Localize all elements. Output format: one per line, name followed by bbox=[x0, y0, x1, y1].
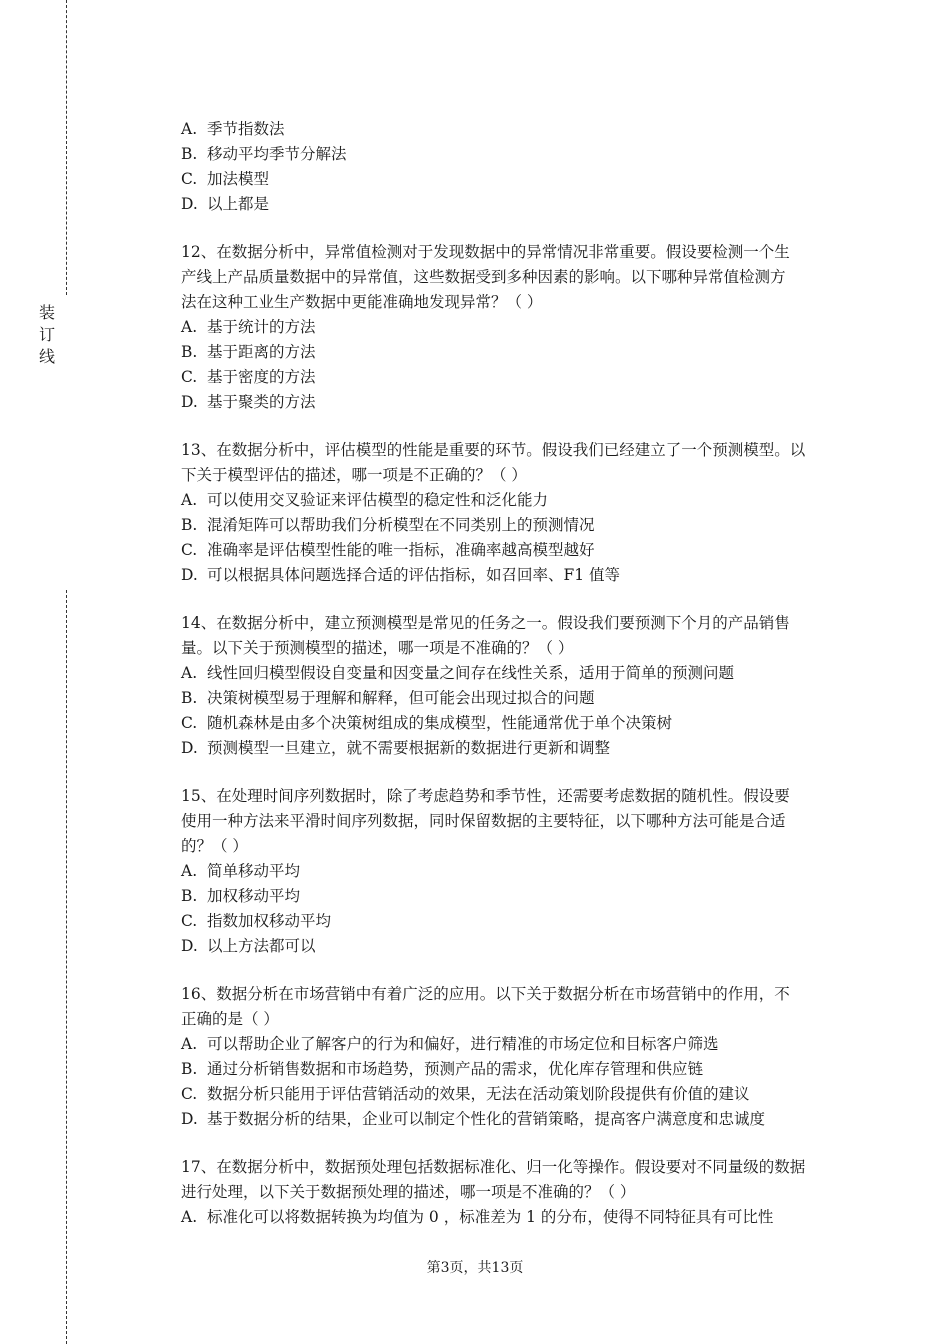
option bbox=[181, 884, 838, 909]
binding-label bbox=[38, 302, 56, 368]
question-stem: 15、在处理时间序列数据时，除了考虑趋势和季节性，还需要考虑数据的随机性。假设要 bbox=[181, 787, 790, 805]
prev-question-options bbox=[181, 117, 838, 217]
binding-char: 装 bbox=[38, 303, 55, 322]
option-text: 基于数据分析的结果，企业可以制定个性化的营销策略，提高客户满意度和忠诚度 bbox=[207, 1110, 766, 1128]
question-13 bbox=[181, 438, 838, 588]
option bbox=[181, 365, 838, 390]
option bbox=[181, 167, 838, 192]
option bbox=[181, 1032, 838, 1057]
option-letter: D. bbox=[181, 739, 198, 757]
question-stem: 13、在数据分析中，评估模型的性能是重要的环节。假设我们已经建立了一个预测模型。以 bbox=[181, 441, 806, 459]
question-15 bbox=[181, 784, 838, 959]
question-stem: 16、数据分析在市场营销中有着广泛的应用。以下关于数据分析在市场营销中的作用，不 bbox=[181, 985, 790, 1003]
option-letter: A. bbox=[181, 664, 198, 682]
question-stem: 法在这种工业生产数据中更能准确地发现异常？（ ） bbox=[181, 293, 543, 311]
question-stem: 下关于模型评估的描述，哪一项是不正确的？（ ） bbox=[181, 466, 527, 484]
binding-char: 订 bbox=[38, 325, 55, 344]
question-stem: 进行处理，以下关于数据预处理的描述，哪一项是不准确的？（ ） bbox=[181, 1183, 636, 1201]
question-stem: 正确的是（ ） bbox=[181, 1010, 279, 1028]
option-letter: A. bbox=[181, 862, 198, 880]
option-letter: D. bbox=[181, 566, 198, 584]
option-text: 简单移动平均 bbox=[207, 862, 301, 880]
option-text: 以上方法都可以 bbox=[207, 937, 316, 955]
option-letter: A. bbox=[181, 1208, 198, 1226]
binding-line-top bbox=[66, 0, 67, 295]
option-text: 基于统计的方法 bbox=[207, 318, 316, 336]
option-letter: D. bbox=[181, 1110, 198, 1128]
question-16 bbox=[181, 982, 838, 1132]
option-text: 加权移动平均 bbox=[207, 887, 301, 905]
option bbox=[181, 859, 838, 884]
option bbox=[181, 117, 838, 142]
option-letter: C. bbox=[181, 1085, 198, 1103]
option-letter: C. bbox=[181, 714, 198, 732]
option-letter: C. bbox=[181, 170, 198, 188]
option-text: 可以根据具体问题选择合适的评估指标，如召回率、F1 值等 bbox=[207, 566, 621, 584]
question-17 bbox=[181, 1155, 838, 1230]
option bbox=[181, 909, 838, 934]
option bbox=[181, 736, 838, 761]
option-text: 指数加权移动平均 bbox=[207, 912, 332, 930]
option-letter: A. bbox=[181, 491, 198, 509]
option-letter: D. bbox=[181, 937, 198, 955]
option-text: 数据分析只能用于评估营销活动的效果，无法在活动策划阶段提供有价值的建议 bbox=[207, 1085, 750, 1103]
option-letter: B. bbox=[181, 689, 198, 707]
option-letter: D. bbox=[181, 195, 198, 213]
question-stem: 产线上产品质量数据中的异常值，这些数据受到多种因素的影响。以下哪种异常值检测方 bbox=[181, 268, 786, 286]
option bbox=[181, 315, 838, 340]
option bbox=[181, 142, 838, 167]
question-stem: 使用一种方法来平滑时间序列数据，同时保留数据的主要特征，以下哪种方法可能是合适 bbox=[181, 812, 786, 830]
option-letter: D. bbox=[181, 393, 198, 411]
page-footer: 第3页，共13页 bbox=[426, 1260, 524, 1276]
option-text: 线性回归模型假设自变量和因变量之间存在线性关系，适用于简单的预测问题 bbox=[207, 664, 735, 682]
option-letter: A. bbox=[181, 120, 198, 138]
question-stem: 12、在数据分析中，异常值检测对于发现数据中的异常情况非常重要。假设要检测一个生 bbox=[181, 243, 790, 261]
option bbox=[181, 192, 838, 217]
option bbox=[181, 686, 838, 711]
option-letter: B. bbox=[181, 343, 198, 361]
option-letter: C. bbox=[181, 912, 198, 930]
option-text: 以上都是 bbox=[207, 195, 270, 213]
option bbox=[181, 661, 838, 686]
option-text: 通过分析销售数据和市场趋势，预测产品的需求，优化库存管理和供应链 bbox=[207, 1060, 704, 1078]
option-letter: B. bbox=[181, 516, 198, 534]
option bbox=[181, 390, 838, 415]
option bbox=[181, 934, 838, 959]
option bbox=[181, 563, 838, 588]
option-letter: A. bbox=[181, 1035, 198, 1053]
option-text: 基于聚类的方法 bbox=[207, 393, 316, 411]
option-text: 加法模型 bbox=[207, 170, 270, 188]
option-text: 预测模型一旦建立，就不需要根据新的数据进行更新和调整 bbox=[207, 739, 611, 757]
option bbox=[181, 488, 838, 513]
page-content bbox=[181, 117, 838, 1230]
option-text: 季节指数法 bbox=[207, 120, 285, 138]
option bbox=[181, 1082, 838, 1107]
option-letter: B. bbox=[181, 887, 198, 905]
option-text: 混淆矩阵可以帮助我们分析模型在不同类别上的预测情况 bbox=[207, 516, 595, 534]
option bbox=[181, 340, 838, 365]
option bbox=[181, 1205, 838, 1230]
option bbox=[181, 513, 838, 538]
question-12 bbox=[181, 240, 838, 415]
option bbox=[181, 1107, 838, 1132]
option-letter: B. bbox=[181, 1060, 198, 1078]
option-text: 随机森林是由多个决策树组成的集成模型，性能通常优于单个决策树 bbox=[207, 714, 673, 732]
binding-char: 线 bbox=[38, 347, 55, 366]
option-text: 准确率是评估模型性能的唯一指标，准确率越高模型越好 bbox=[207, 541, 595, 559]
option-text: 标准化可以将数据转换为均值为 0 ，标准差为 1 的分布，使得不同特征具有可比性 bbox=[207, 1208, 774, 1226]
question-stem: 量。以下关于预测模型的描述，哪一项是不准确的？（ ） bbox=[181, 639, 574, 657]
option-letter: A. bbox=[181, 318, 198, 336]
option-text: 可以帮助企业了解客户的行为和偏好，进行精准的市场定位和目标客户筛选 bbox=[207, 1035, 719, 1053]
question-stem: 14、在数据分析中，建立预测模型是常见的任务之一。假设我们要预测下个月的产品销售 bbox=[181, 614, 790, 632]
option-text: 移动平均季节分解法 bbox=[207, 145, 347, 163]
question-14 bbox=[181, 611, 838, 761]
option-letter: B. bbox=[181, 145, 198, 163]
binding-line-bottom bbox=[66, 590, 67, 1344]
option-letter: C. bbox=[181, 368, 198, 386]
option-text: 基于距离的方法 bbox=[207, 343, 316, 361]
option bbox=[181, 538, 838, 563]
question-stem: 17、在数据分析中，数据预处理包括数据标准化、归一化等操作。假设要对不同量级的数据 bbox=[181, 1158, 806, 1176]
option-letter: C. bbox=[181, 541, 198, 559]
option bbox=[181, 1057, 838, 1082]
option-text: 决策树模型易于理解和解释，但可能会出现过拟合的问题 bbox=[207, 689, 595, 707]
option-text: 基于密度的方法 bbox=[207, 368, 316, 386]
option-text: 可以使用交叉验证来评估模型的稳定性和泛化能力 bbox=[207, 491, 549, 509]
option bbox=[181, 711, 838, 736]
question-stem: 的？（ ） bbox=[181, 837, 248, 855]
